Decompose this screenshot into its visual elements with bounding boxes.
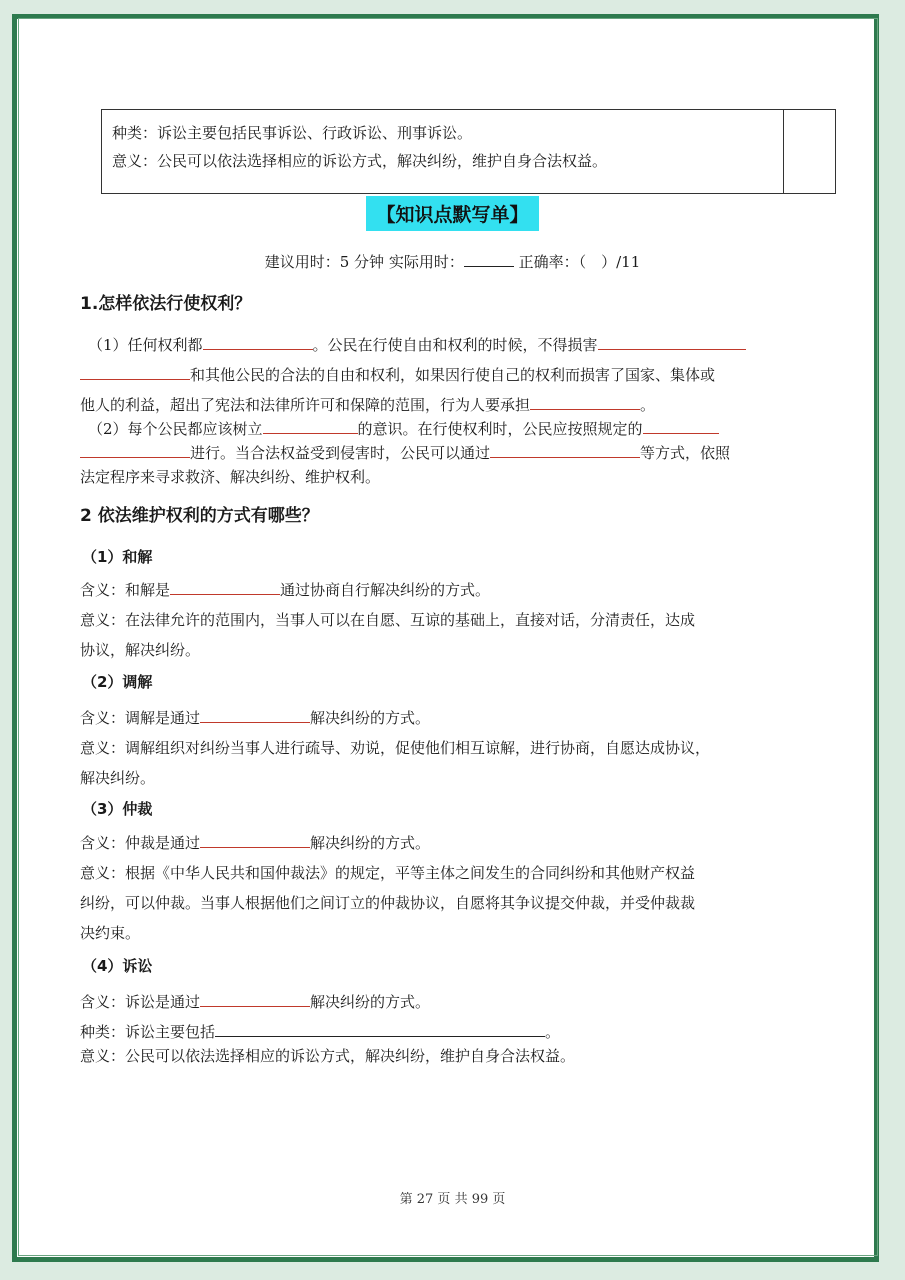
section-arbitration-heading: （3）仲裁 bbox=[82, 800, 153, 818]
mediation-text: 解决纠纷的方式。 bbox=[310, 709, 431, 727]
litigation-text: 解决纠纷的方式。 bbox=[310, 993, 431, 1011]
arbitration-blank[interactable] bbox=[200, 832, 310, 848]
litigation-blank[interactable] bbox=[200, 991, 310, 1007]
box-line-significance: 意义：公民可以依法选择相应的诉讼方式，解决纠纷，维护自身合法权益。 bbox=[112, 152, 608, 170]
q1-blank-3[interactable] bbox=[530, 394, 640, 410]
arbitration-definition bbox=[80, 832, 430, 853]
arbitration-significance-1: 意义：根据《中华人民共和国仲裁法》的规定，平等主体之间发生的合同纠纷和其他财产权益 bbox=[80, 864, 696, 882]
q1-text: 的意识。在行使权利时，公民应按照规定的 bbox=[357, 420, 643, 438]
q1-blank-2[interactable] bbox=[598, 334, 746, 350]
q1-text: 和其他公民的合法的自由和权利，如果因行使自己的权利而损害了国家、集体或 bbox=[190, 366, 716, 384]
accuracy-label: 正确率：（ ）/11 bbox=[518, 253, 641, 271]
litigation-text: 含义：诉讼是通过 bbox=[80, 993, 201, 1011]
q1-blank-4[interactable] bbox=[263, 418, 358, 434]
box-line-types: 种类：诉讼主要包括民事诉讼、行政诉讼、刑事诉讼。 bbox=[112, 124, 473, 142]
settlement-significance-1: 意义：在法律允许的范围内，当事人可以在自愿、互谅的基础上，直接对话，分清责任，达成 bbox=[80, 611, 696, 629]
q1-text: （1）任何权利都 bbox=[88, 336, 203, 354]
timing-row bbox=[0, 251, 905, 272]
page-title: 【知识点默写单】 bbox=[366, 196, 538, 231]
litigation-text: 种类：诉讼主要包括 bbox=[80, 1023, 216, 1041]
mediation-significance-1: 意义：调解组织对纠纷当事人进行疏导、劝说，促使他们相互谅解，进行协商，自愿达成协议， bbox=[80, 739, 711, 757]
litigation-types-blank[interactable] bbox=[215, 1021, 545, 1037]
arbitration-significance-2: 纠纷，可以仲裁。当事人根据他们之间订立的仲裁协议，自愿将其争议提交仲裁，并受仲裁裁 bbox=[80, 894, 696, 912]
settlement-blank[interactable] bbox=[170, 579, 280, 595]
section-litigation-heading: （4）诉讼 bbox=[82, 957, 153, 975]
q1-text: 。 bbox=[640, 396, 656, 414]
box-divider bbox=[783, 110, 784, 193]
section-settlement-heading: （1）和解 bbox=[82, 548, 153, 566]
page-footer: 第 27 页 共 99 页 bbox=[399, 1192, 506, 1207]
q1-text: 他人的利益，超出了宪法和法律所许可和保障的范围，行为人要承担 bbox=[80, 396, 531, 414]
q1-blank-5-cont[interactable] bbox=[80, 442, 190, 458]
q1-line-5 bbox=[80, 442, 730, 463]
q1-text: 。公民在行使自由和权利的时候，不得损害 bbox=[312, 336, 598, 354]
q1-line-1 bbox=[88, 334, 746, 355]
litigation-significance: 意义：公民可以依法选择相应的诉讼方式，解决纠纷，维护自身合法权益。 bbox=[80, 1047, 576, 1065]
litigation-definition bbox=[80, 991, 430, 1012]
title-wrap bbox=[0, 196, 905, 231]
mediation-text: 含义：调解是通过 bbox=[80, 709, 201, 727]
q1-text: 进行。当合法权益受到侵害时，公民可以通过 bbox=[190, 444, 491, 462]
section-mediation-heading: （2）调解 bbox=[82, 673, 153, 691]
q1-text: 等方式，依照 bbox=[640, 444, 731, 462]
q1-line-4 bbox=[88, 418, 719, 439]
q1-blank-2-cont[interactable] bbox=[80, 364, 190, 380]
settlement-text: 含义：和解是 bbox=[80, 581, 171, 599]
mediation-definition bbox=[80, 707, 430, 728]
litigation-text: 。 bbox=[545, 1023, 561, 1041]
mediation-blank[interactable] bbox=[200, 707, 310, 723]
q1-line-6: 法定程序来寻求救济、解决纠纷、维护权利。 bbox=[80, 468, 381, 486]
q1-blank-5[interactable] bbox=[643, 418, 719, 434]
litigation-types bbox=[80, 1021, 560, 1042]
q1-blank-6[interactable] bbox=[490, 442, 640, 458]
settlement-text: 通过协商自行解决纠纷的方式。 bbox=[280, 581, 491, 599]
actual-time-blank[interactable] bbox=[464, 251, 514, 267]
question-2-heading: 2 依法维护权利的方式有哪些？ bbox=[80, 506, 319, 526]
arbitration-text: 含义：仲裁是通过 bbox=[80, 834, 201, 852]
summary-box bbox=[101, 109, 836, 194]
mediation-significance-2: 解决纠纷。 bbox=[80, 769, 156, 787]
settlement-definition bbox=[80, 579, 490, 600]
q1-line-2 bbox=[80, 364, 715, 385]
question-1-heading: 1.怎样依法行使权利？ bbox=[80, 294, 252, 314]
q1-line-3 bbox=[80, 394, 655, 415]
actual-time-label: 实际用时： bbox=[388, 253, 464, 271]
arbitration-text: 解决纠纷的方式。 bbox=[310, 834, 431, 852]
q1-text: （2）每个公民都应该树立 bbox=[88, 420, 263, 438]
q1-blank-1[interactable] bbox=[203, 334, 313, 350]
arbitration-significance-3: 决约束。 bbox=[80, 924, 141, 942]
settlement-significance-2: 协议，解决纠纷。 bbox=[80, 641, 201, 659]
suggested-time: 建议用时：5 分钟 bbox=[264, 253, 385, 271]
